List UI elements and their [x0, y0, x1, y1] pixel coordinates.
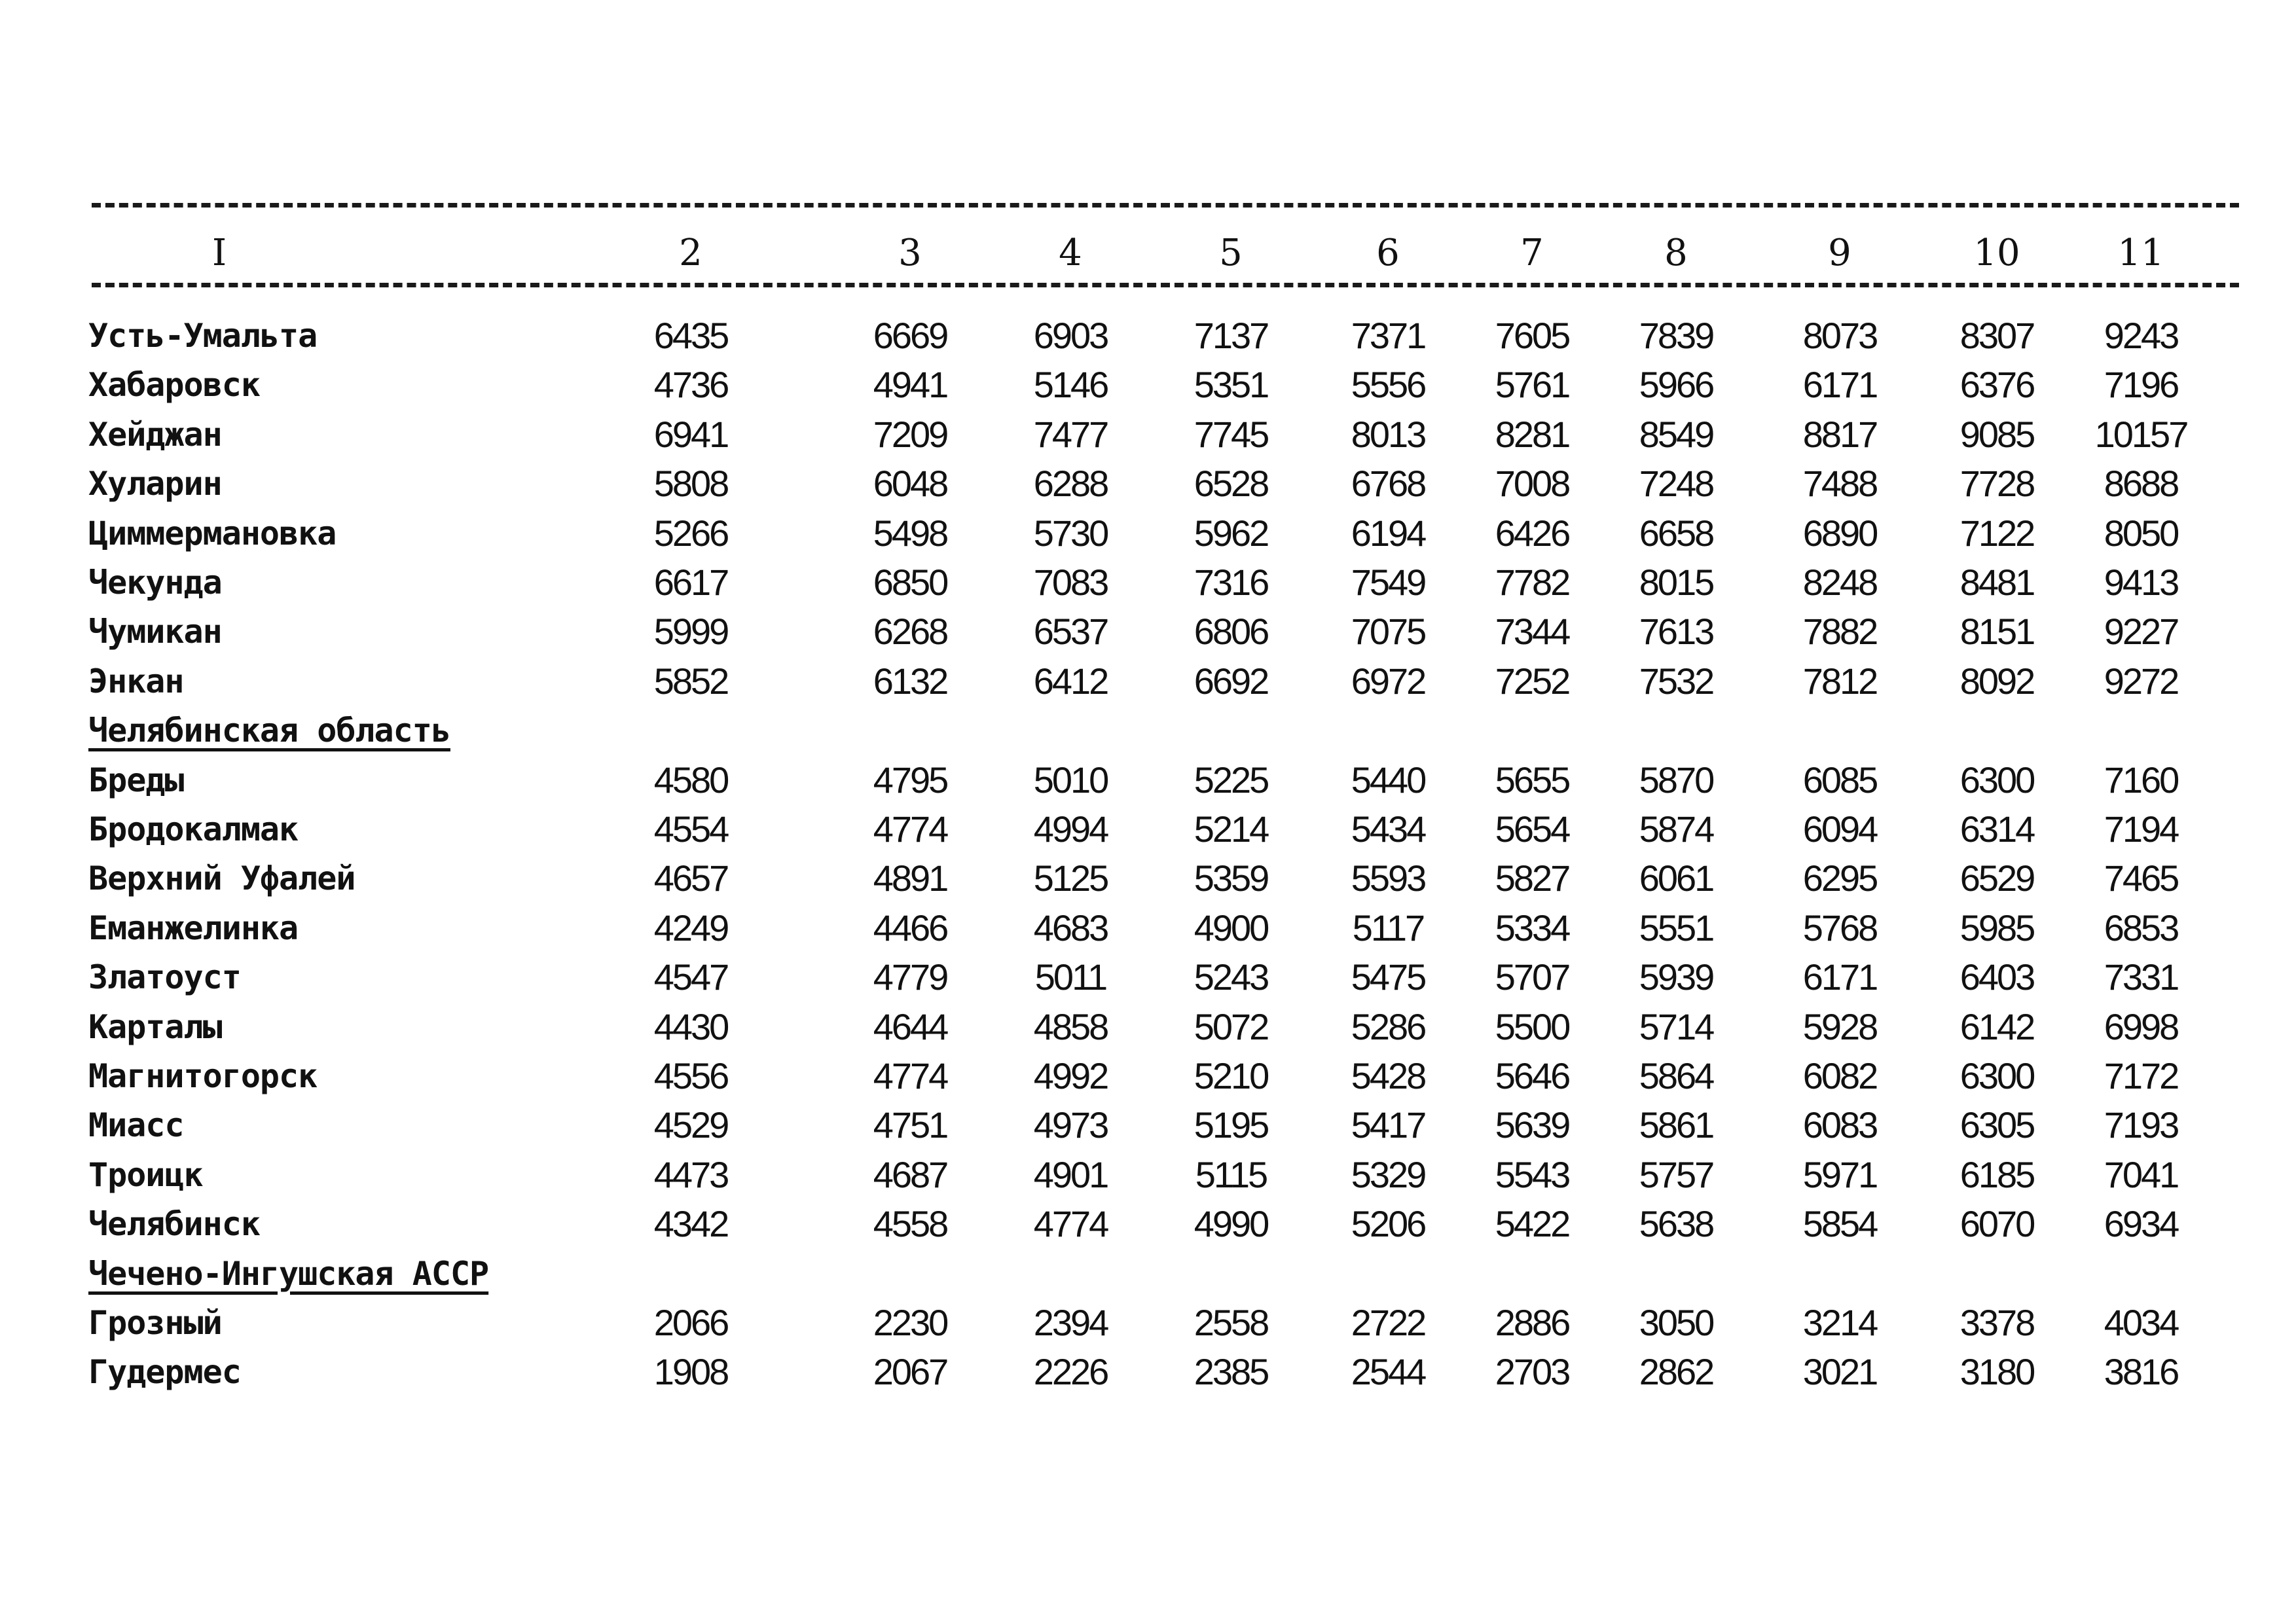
value-cell-col-2: 4556 — [653, 1055, 728, 1096]
value-cell-col-11: 7465 — [2104, 857, 2178, 899]
value-cell-col-9: 6890 — [1802, 512, 1877, 554]
place-name: Челябинск — [88, 1205, 260, 1244]
value-cell-col-6: 5556 — [1351, 364, 1425, 406]
value-cell-col-6: 6768 — [1351, 463, 1425, 505]
place-name: Бродокалмак — [88, 810, 299, 848]
table-row — [0, 1348, 2296, 1396]
place-name: Хейджан — [88, 415, 222, 454]
value-cell-col-9: 6295 — [1802, 857, 1877, 899]
place-name: Усть-Умальта — [88, 317, 318, 355]
value-cell-col-3: 6850 — [873, 562, 947, 603]
value-cell-col-10: 5985 — [1959, 907, 2034, 948]
value-cell-col-9: 6094 — [1802, 808, 1877, 850]
value-cell-col-7: 5827 — [1495, 857, 1569, 899]
value-cell-col-8: 7532 — [1639, 660, 1713, 702]
value-cell-col-9: 8248 — [1802, 562, 1877, 603]
table-row — [0, 1101, 2296, 1149]
place-name: Еманжелинка — [88, 909, 299, 947]
value-cell-col-8: 5757 — [1639, 1153, 1713, 1195]
value-cell-col-7: 5761 — [1495, 364, 1569, 406]
value-cell-col-3: 6268 — [873, 611, 947, 653]
value-cell-col-2: 1908 — [653, 1351, 728, 1393]
value-cell-col-2: 4580 — [653, 759, 728, 801]
value-cell-col-10: 6300 — [1959, 1055, 2034, 1096]
column-header-2: 2 — [679, 232, 702, 274]
value-cell-col-3: 4687 — [873, 1153, 947, 1195]
column-header-6: 6 — [1376, 232, 1400, 274]
value-cell-col-3: 6048 — [873, 463, 947, 505]
value-cell-col-6: 5206 — [1351, 1203, 1425, 1245]
value-cell-col-5: 2385 — [1194, 1351, 1268, 1393]
value-cell-col-6: 5434 — [1351, 808, 1425, 850]
value-cell-col-10: 6185 — [1959, 1153, 2034, 1195]
table-row — [0, 805, 2296, 854]
column-header-5: 5 — [1219, 232, 1243, 274]
value-cell-col-8: 6658 — [1639, 512, 1713, 554]
value-cell-col-5: 5225 — [1194, 759, 1268, 801]
value-cell-col-6: 5440 — [1351, 759, 1425, 801]
value-cell-col-5: 7137 — [1194, 315, 1268, 356]
value-cell-col-3: 2230 — [873, 1302, 947, 1343]
value-cell-col-3: 4558 — [873, 1203, 947, 1245]
column-header-1: I — [211, 232, 227, 274]
value-cell-col-10: 6376 — [1959, 364, 2034, 406]
value-cell-col-6: 8013 — [1351, 413, 1425, 455]
value-cell-col-8: 5714 — [1639, 1005, 1713, 1047]
value-cell-col-11: 7041 — [2104, 1153, 2178, 1195]
value-cell-col-4: 6288 — [1033, 463, 1108, 505]
value-cell-col-9: 5854 — [1802, 1203, 1877, 1245]
value-cell-col-4: 2394 — [1033, 1302, 1108, 1343]
value-cell-col-5: 6528 — [1194, 463, 1268, 505]
value-cell-col-4: 5146 — [1033, 364, 1108, 406]
value-cell-col-6: 2544 — [1351, 1351, 1425, 1393]
value-cell-col-9: 7488 — [1802, 463, 1877, 505]
value-cell-col-11: 7194 — [2104, 808, 2178, 850]
value-cell-col-6: 2722 — [1351, 1302, 1425, 1343]
value-cell-col-4: 4683 — [1033, 907, 1108, 948]
value-cell-col-3: 4644 — [873, 1005, 947, 1047]
column-header-7: 7 — [1520, 232, 1544, 274]
value-cell-col-11: 7196 — [2104, 364, 2178, 406]
value-cell-col-9: 6082 — [1802, 1055, 1877, 1096]
table-row — [0, 509, 2296, 558]
value-cell-col-2: 6941 — [653, 413, 728, 455]
value-cell-col-2: 4342 — [653, 1203, 728, 1245]
table-row — [0, 854, 2296, 903]
value-cell-col-8: 5551 — [1639, 907, 1713, 948]
value-cell-col-8: 8015 — [1639, 562, 1713, 603]
value-cell-col-9: 6085 — [1802, 759, 1877, 801]
table-top-rule — [92, 203, 2239, 208]
value-cell-col-6: 5428 — [1351, 1055, 1425, 1096]
value-cell-col-2: 4547 — [653, 956, 728, 998]
value-cell-col-5: 5359 — [1194, 857, 1268, 899]
table-row — [0, 1151, 2296, 1199]
value-cell-col-7: 8281 — [1495, 413, 1569, 455]
place-name: Бреды — [88, 761, 184, 799]
place-name: Хабаровск — [88, 366, 260, 405]
value-cell-col-3: 4941 — [873, 364, 947, 406]
column-header-row — [0, 229, 2296, 278]
value-cell-col-7: 7605 — [1495, 315, 1569, 356]
value-cell-col-7: 7252 — [1495, 660, 1569, 702]
place-name: Хуларин — [88, 465, 222, 503]
place-name: Чумикан — [88, 613, 222, 651]
value-cell-col-3: 4779 — [873, 956, 947, 998]
table-row — [0, 953, 2296, 1001]
value-cell-col-7: 2886 — [1495, 1302, 1569, 1343]
value-cell-col-10: 9085 — [1959, 413, 2034, 455]
value-cell-col-4: 4992 — [1033, 1055, 1108, 1096]
value-cell-col-10: 8481 — [1959, 562, 2034, 603]
value-cell-col-4: 5125 — [1033, 857, 1108, 899]
value-cell-col-6: 5593 — [1351, 857, 1425, 899]
value-cell-col-11: 10157 — [2094, 413, 2187, 455]
table-row — [0, 1003, 2296, 1051]
value-cell-col-10: 6300 — [1959, 759, 2034, 801]
table-row — [0, 756, 2296, 804]
place-name: Грозный — [88, 1304, 222, 1342]
value-cell-col-4: 4774 — [1033, 1203, 1108, 1245]
column-header-8: 8 — [1664, 232, 1688, 274]
value-cell-col-11: 9243 — [2104, 315, 2178, 356]
value-cell-col-8: 5874 — [1639, 808, 1713, 850]
value-cell-col-8: 7248 — [1639, 463, 1713, 505]
value-cell-col-2: 4529 — [653, 1104, 728, 1146]
value-cell-col-6: 5286 — [1351, 1005, 1425, 1047]
value-cell-col-10: 8092 — [1959, 660, 2034, 702]
value-cell-col-2: 4430 — [653, 1005, 728, 1047]
place-name: Троицк — [88, 1155, 203, 1194]
value-cell-col-5: 5210 — [1194, 1055, 1268, 1096]
value-cell-col-7: 5639 — [1495, 1104, 1569, 1146]
value-cell-col-6: 7371 — [1351, 315, 1425, 356]
table-row — [0, 1052, 2296, 1100]
value-cell-col-2: 4554 — [653, 808, 728, 850]
value-cell-col-8: 5939 — [1639, 956, 1713, 998]
value-cell-col-9: 3021 — [1802, 1351, 1877, 1393]
value-cell-col-10: 3180 — [1959, 1351, 2034, 1393]
value-cell-col-11: 6934 — [2104, 1203, 2178, 1245]
value-cell-col-4: 2226 — [1033, 1351, 1108, 1393]
value-cell-col-10: 8151 — [1959, 611, 2034, 653]
value-cell-col-11: 8050 — [2104, 512, 2178, 554]
value-cell-col-5: 5072 — [1194, 1005, 1268, 1047]
value-cell-col-4: 5011 — [1034, 956, 1106, 998]
table-row — [0, 410, 2296, 459]
value-cell-col-5: 4900 — [1194, 907, 1268, 948]
section-heading-row — [0, 706, 2296, 755]
value-cell-col-3: 4774 — [873, 1055, 947, 1096]
value-cell-col-7: 2703 — [1495, 1351, 1569, 1393]
column-header-11: 11 — [2117, 232, 2164, 274]
value-cell-col-10: 6305 — [1959, 1104, 2034, 1146]
value-cell-col-4: 7083 — [1033, 562, 1108, 603]
value-cell-col-10: 6142 — [1959, 1005, 2034, 1047]
section-heading-row — [0, 1250, 2296, 1298]
column-header-4: 4 — [1059, 232, 1082, 274]
value-cell-col-8: 2862 — [1639, 1351, 1713, 1393]
value-cell-col-11: 9413 — [2104, 562, 2178, 603]
value-cell-col-2: 2066 — [653, 1302, 728, 1343]
table-row — [0, 1200, 2296, 1248]
value-cell-col-6: 6972 — [1351, 660, 1425, 702]
value-cell-col-9: 5768 — [1802, 907, 1877, 948]
value-cell-col-7: 5334 — [1495, 907, 1569, 948]
value-cell-col-8: 5861 — [1639, 1104, 1713, 1146]
place-name: Энкан — [88, 662, 184, 700]
value-cell-col-9: 3214 — [1802, 1302, 1877, 1343]
value-cell-col-3: 4466 — [873, 907, 947, 948]
table-row — [0, 657, 2296, 706]
place-name: Верхний Уфалей — [88, 859, 355, 898]
value-cell-col-11: 9272 — [2104, 660, 2178, 702]
value-cell-col-10: 6529 — [1959, 857, 2034, 899]
value-cell-col-2: 5852 — [653, 660, 728, 702]
value-cell-col-9: 7812 — [1802, 660, 1877, 702]
value-cell-col-3: 2067 — [873, 1351, 947, 1393]
column-header-9: 9 — [1828, 232, 1851, 274]
value-cell-col-3: 6132 — [873, 660, 947, 702]
value-cell-col-10: 8307 — [1959, 315, 2034, 356]
value-cell-col-5: 5243 — [1194, 956, 1268, 998]
value-cell-col-11: 9227 — [2104, 611, 2178, 653]
section-heading: Чечено-Ингушская АССР — [88, 1254, 489, 1293]
value-cell-col-7: 6426 — [1495, 512, 1569, 554]
table-header-rule — [92, 283, 2239, 287]
value-cell-col-7: 5500 — [1495, 1005, 1569, 1047]
value-cell-col-8: 3050 — [1639, 1302, 1713, 1343]
value-cell-col-8: 5864 — [1639, 1055, 1713, 1096]
place-name: Карталы — [88, 1007, 222, 1046]
table-row — [0, 607, 2296, 656]
value-cell-col-4: 6537 — [1033, 611, 1108, 653]
column-header-3: 3 — [898, 232, 922, 274]
value-cell-col-7: 5646 — [1495, 1055, 1569, 1096]
value-cell-col-3: 4891 — [873, 857, 947, 899]
value-cell-col-10: 6070 — [1959, 1203, 2034, 1245]
value-cell-col-3: 5498 — [873, 512, 947, 554]
value-cell-col-4: 4973 — [1033, 1104, 1108, 1146]
value-cell-col-9: 5971 — [1802, 1153, 1877, 1195]
value-cell-col-5: 5962 — [1194, 512, 1268, 554]
value-cell-col-3: 4751 — [873, 1104, 947, 1146]
value-cell-col-8: 5966 — [1639, 364, 1713, 406]
value-cell-col-6: 6194 — [1351, 512, 1425, 554]
value-cell-col-11: 3816 — [2104, 1351, 2178, 1393]
value-cell-col-9: 8073 — [1802, 315, 1877, 356]
value-cell-col-5: 5195 — [1194, 1104, 1268, 1146]
value-cell-col-8: 6061 — [1639, 857, 1713, 899]
value-cell-col-11: 7160 — [2104, 759, 2178, 801]
place-name: Чекунда — [88, 564, 222, 602]
place-name: Гудермес — [88, 1353, 241, 1392]
value-cell-col-2: 5808 — [653, 463, 728, 505]
value-cell-col-2: 5999 — [653, 611, 728, 653]
value-cell-col-11: 6853 — [2104, 907, 2178, 948]
value-cell-col-5: 7316 — [1194, 562, 1268, 603]
value-cell-col-5: 6806 — [1194, 611, 1268, 653]
table-row — [0, 558, 2296, 607]
section-heading: Челябинская область — [88, 712, 450, 750]
value-cell-col-5: 4990 — [1194, 1203, 1268, 1245]
place-name: Миасс — [88, 1106, 184, 1145]
value-cell-col-11: 7172 — [2104, 1055, 2178, 1096]
value-cell-col-10: 6314 — [1959, 808, 2034, 850]
value-cell-col-2: 5266 — [653, 512, 728, 554]
value-cell-col-7: 5707 — [1495, 956, 1569, 998]
value-cell-col-4: 4901 — [1033, 1153, 1108, 1195]
value-cell-col-6: 5417 — [1351, 1104, 1425, 1146]
value-cell-col-6: 5475 — [1351, 956, 1425, 998]
value-cell-col-2: 6435 — [653, 315, 728, 356]
place-name: Магнитогорск — [88, 1057, 318, 1095]
value-cell-col-4: 5730 — [1033, 512, 1108, 554]
value-cell-col-11: 6998 — [2104, 1005, 2178, 1047]
table-row — [0, 312, 2296, 360]
value-cell-col-7: 7344 — [1495, 611, 1569, 653]
value-cell-col-11: 8688 — [2104, 463, 2178, 505]
value-cell-col-9: 6083 — [1802, 1104, 1877, 1146]
value-cell-col-8: 8549 — [1639, 413, 1713, 455]
value-cell-col-5: 6692 — [1194, 660, 1268, 702]
value-cell-col-10: 6403 — [1959, 956, 2034, 998]
value-cell-col-7: 7008 — [1495, 463, 1569, 505]
value-cell-col-10: 7728 — [1959, 463, 2034, 505]
value-cell-col-5: 2558 — [1194, 1302, 1268, 1343]
value-cell-col-2: 4736 — [653, 364, 728, 406]
column-header-10: 10 — [1973, 232, 2020, 274]
value-cell-col-4: 5010 — [1033, 759, 1108, 801]
value-cell-col-2: 4249 — [653, 907, 728, 948]
table-row — [0, 1299, 2296, 1347]
value-cell-col-7: 5654 — [1495, 808, 1569, 850]
value-cell-col-9: 8817 — [1802, 413, 1877, 455]
value-cell-col-11: 7331 — [2104, 956, 2178, 998]
value-cell-col-9: 7882 — [1802, 611, 1877, 653]
place-name: Златоуст — [88, 958, 241, 997]
table-row — [0, 361, 2296, 409]
value-cell-col-3: 7209 — [873, 413, 947, 455]
value-cell-col-4: 7477 — [1033, 413, 1108, 455]
table-row — [0, 904, 2296, 952]
value-cell-col-7: 5422 — [1495, 1203, 1569, 1245]
value-cell-col-8: 5870 — [1639, 759, 1713, 801]
value-cell-col-4: 4994 — [1033, 808, 1108, 850]
value-cell-col-3: 6669 — [873, 315, 947, 356]
value-cell-col-2: 4473 — [653, 1153, 728, 1195]
value-cell-col-9: 6171 — [1802, 956, 1877, 998]
value-cell-col-8: 7839 — [1639, 315, 1713, 356]
value-cell-col-4: 6903 — [1033, 315, 1108, 356]
value-cell-col-8: 7613 — [1639, 611, 1713, 653]
value-cell-col-10: 7122 — [1959, 512, 2034, 554]
value-cell-col-6: 5329 — [1351, 1153, 1425, 1195]
value-cell-col-3: 4795 — [873, 759, 947, 801]
table-row — [0, 460, 2296, 508]
value-cell-col-7: 7782 — [1495, 562, 1569, 603]
value-cell-col-2: 4657 — [653, 857, 728, 899]
place-name: Циммермановка — [88, 514, 337, 552]
value-cell-col-11: 4034 — [2104, 1302, 2178, 1343]
value-cell-col-4: 6412 — [1033, 660, 1108, 702]
value-cell-col-5: 5351 — [1194, 364, 1268, 406]
value-cell-col-6: 5117 — [1352, 907, 1424, 948]
value-cell-col-8: 5638 — [1639, 1203, 1713, 1245]
value-cell-col-11: 7193 — [2104, 1104, 2178, 1146]
value-cell-col-5: 5115 — [1195, 1153, 1267, 1195]
value-cell-col-5: 7745 — [1194, 413, 1268, 455]
value-cell-col-4: 4858 — [1033, 1005, 1108, 1047]
value-cell-col-6: 7075 — [1351, 611, 1425, 653]
value-cell-col-2: 6617 — [653, 562, 728, 603]
value-cell-col-7: 5543 — [1495, 1153, 1569, 1195]
value-cell-col-10: 3378 — [1959, 1302, 2034, 1343]
value-cell-col-9: 5928 — [1802, 1005, 1877, 1047]
value-cell-col-9: 6171 — [1802, 364, 1877, 406]
value-cell-col-6: 7549 — [1351, 562, 1425, 603]
value-cell-col-7: 5655 — [1495, 759, 1569, 801]
value-cell-col-3: 4774 — [873, 808, 947, 850]
value-cell-col-5: 5214 — [1194, 808, 1268, 850]
